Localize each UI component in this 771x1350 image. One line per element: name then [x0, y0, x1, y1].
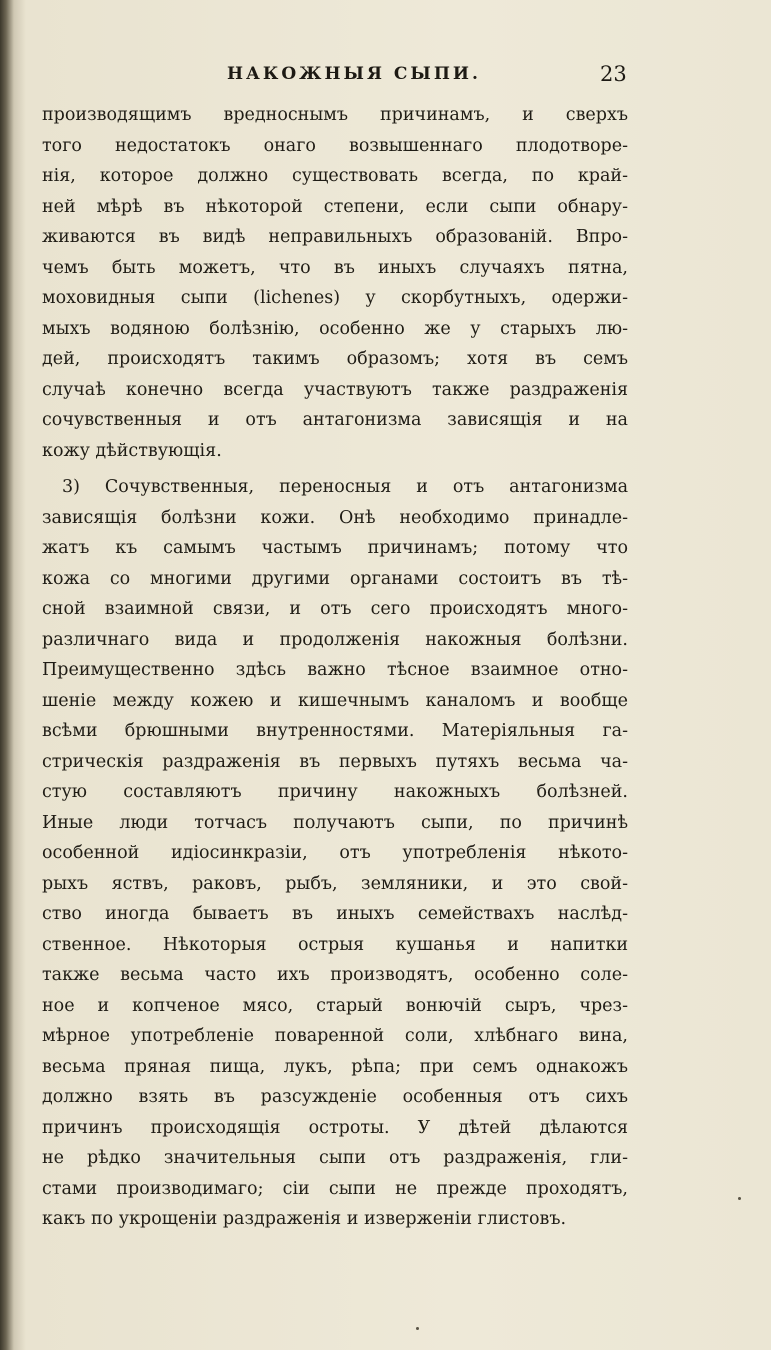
text-line: шеніе между кожею и кишечнымъ каналомъ и вообще [42, 690, 628, 711]
ink-speck [738, 1197, 741, 1200]
text-line: Преимущественно здѣсь важно тѣсное взаимное отно- [42, 660, 628, 680]
text-line: зависящія болѣзни кожи. Онѣ необходимо принадле- [42, 507, 628, 528]
text-line: мыхъ водяною болѣзнію, особенно же у старыхъ лю- [42, 318, 628, 339]
text-line: 3) Сочувственныя, переносныя и отъ антагонизма [62, 477, 628, 497]
text-line: мѣрное употребленіе поваренной соли, хлѣбнаго вина, [42, 1026, 628, 1046]
running-title: НАКОЖНЫЯ СЫПИ. [227, 64, 481, 84]
text-line: также весьма часто ихъ производятъ, особенно соле- [42, 965, 628, 985]
text-line: нія, которое должно существовать всегда, по край- [42, 166, 628, 186]
ink-speck [416, 1327, 419, 1330]
text-line: Иные люди тотчасъ получаютъ сыпи, по причинѣ [42, 812, 628, 833]
text-line: стрическія раздраженія въ первыхъ путяхъ весьма ча- [42, 751, 628, 772]
text-line: стами производимаго; сіи сыпи не прежде проходятъ, [42, 1178, 628, 1199]
text-line: причинъ происходящія остроты. У дѣтей дѣлаются [42, 1117, 628, 1138]
text-line: сной взаимной связи, и отъ сего происходятъ много- [42, 599, 628, 619]
text-line: дей, происходятъ такимъ образомъ; хотя въ семъ [42, 349, 628, 369]
text-line: производящимъ вредноснымъ причинамъ, и сверхъ [42, 105, 628, 125]
text-line: того недостатокъ онаго возвышеннаго плодотворе- [42, 135, 628, 156]
text-line: ственное. Нѣкоторыя острыя кушанья и напитки [42, 934, 628, 955]
text-line: кожа со многими другими органами состоитъ въ тѣ- [42, 568, 628, 589]
text-line: чемъ быть можетъ, что въ иныхъ случаяхъ пятна, [42, 257, 628, 278]
text-line: кожу дѣйствующія. [42, 440, 222, 461]
text-line: живаются въ видѣ неправильныхъ образованій. Впро- [42, 227, 628, 247]
text-line: жатъ къ самымъ частымъ причинамъ; потому что [42, 538, 628, 558]
text-line: должно взять въ разсужденіе особенныя отъ сихъ [42, 1087, 628, 1107]
body-text [42, 100, 628, 1235]
text-line: случаѣ конечно всегда участвуютъ также раздраженія [42, 379, 628, 400]
text-line: рыхъ яствъ, раковъ, рыбъ, земляники, и это свой- [42, 873, 628, 894]
text-line: не рѣдко значительныя сыпи отъ раздраженія, гли- [42, 1148, 628, 1168]
text-line: стую составляютъ причину накожныхъ болѣзней. [42, 782, 628, 802]
text-line: ство иногда бываетъ въ иныхъ семействахъ наслѣд- [42, 904, 628, 924]
text-line: сочувственныя и отъ антагонизма зависящія и на [42, 410, 628, 430]
page-number: 23 [600, 62, 627, 86]
text-line: всѣми брюшными внутренностями. Матеріяльныя га- [42, 721, 628, 741]
text-line: моховидныя сыпи (lichenes) у скорбутныхъ, одержи- [42, 288, 628, 308]
text-line: весьма пряная пища, лукъ, рѣпа; при семъ однакожъ [42, 1056, 628, 1077]
text-line: особенной идіосинкразіи, отъ употребленія нѣкото- [42, 843, 628, 863]
text-line: какъ по укрощеніи раздраженія и изверженіи глистовъ. [42, 1209, 567, 1229]
text-line: ное и копченое мясо, старый вонючій сыръ, чрез- [42, 995, 628, 1016]
text-line: различнаго вида и продолженія накожныя болѣзни. [42, 629, 628, 650]
text-line: ней мѣрѣ въ нѣкоторой степени, если сыпи обнару- [42, 196, 628, 217]
